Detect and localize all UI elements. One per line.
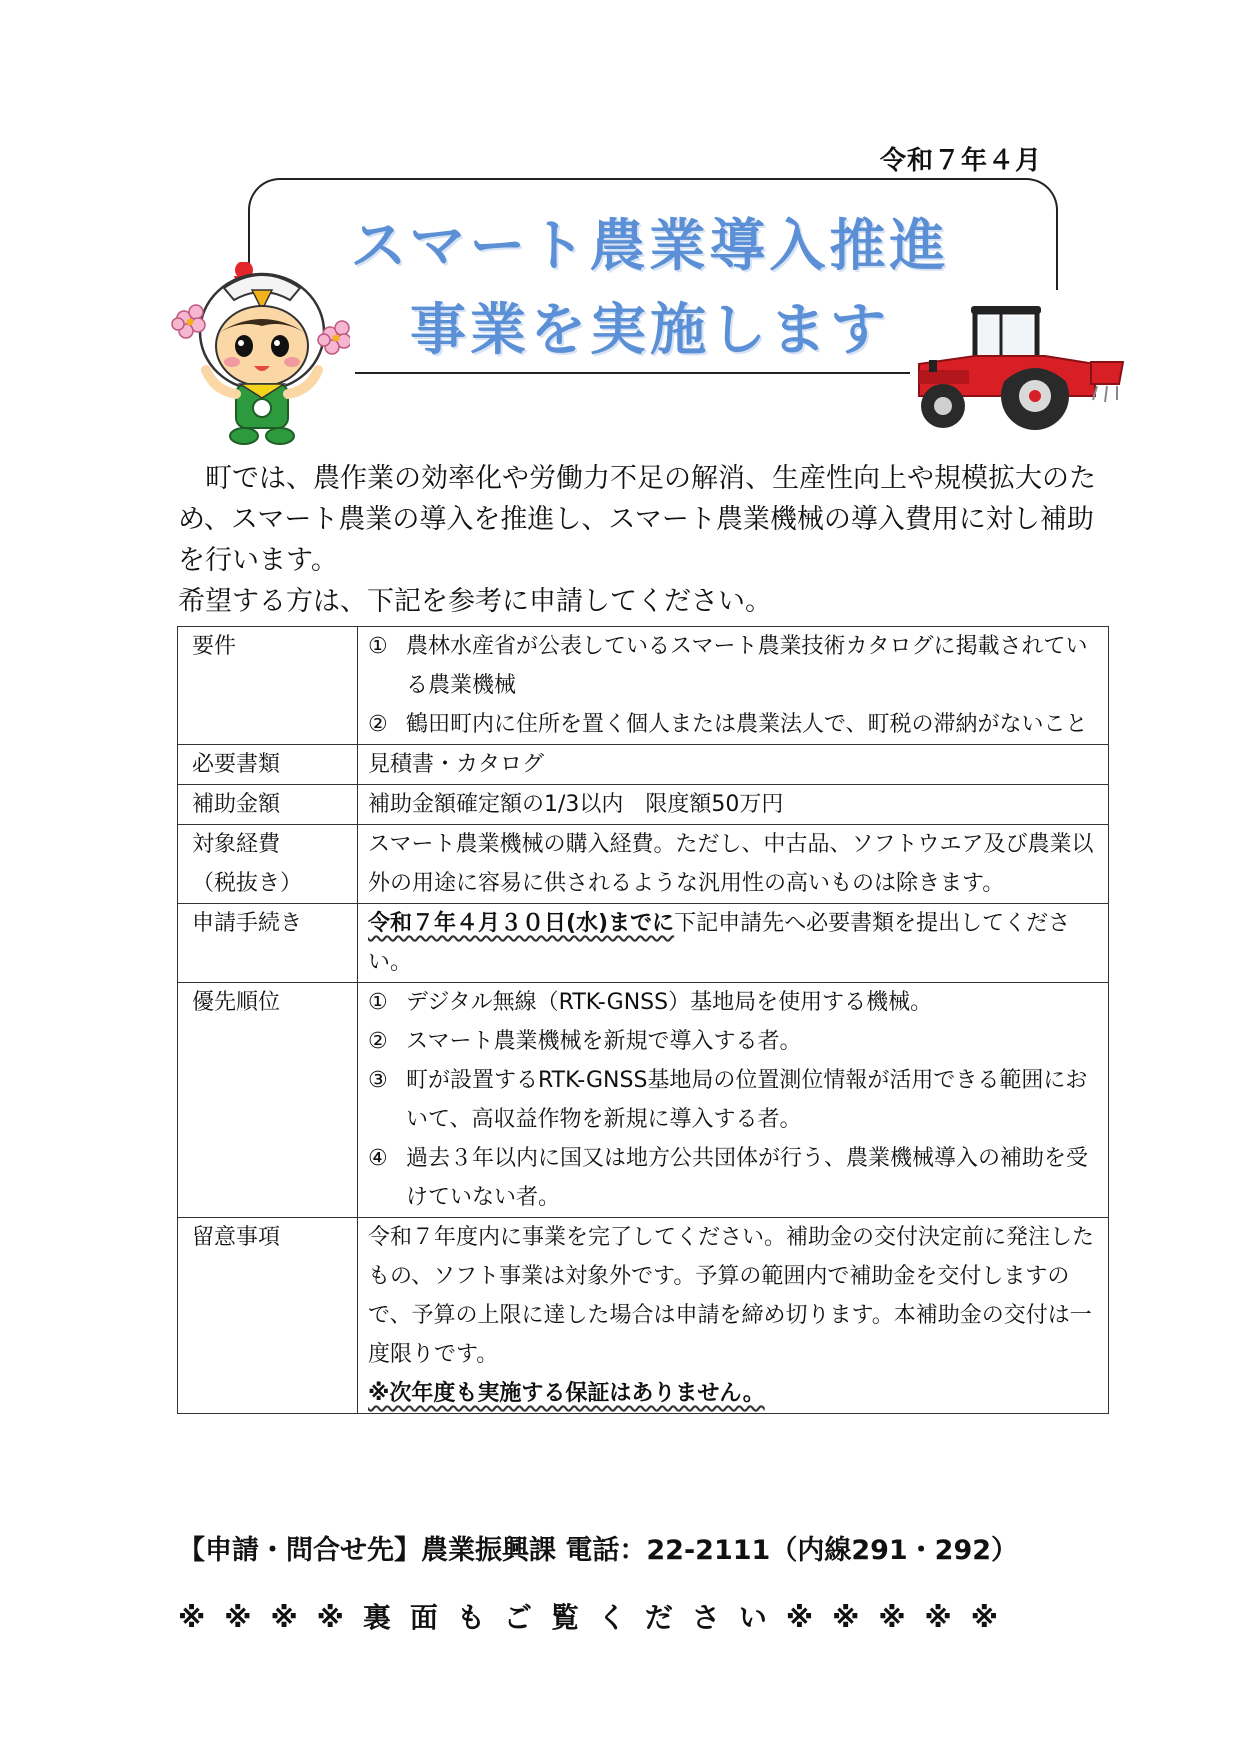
priority-text-1: デジタル無線（RTK-GNSS）基地局を使用する機械。	[406, 990, 933, 1015]
title-line-2: 事業を実施します	[410, 298, 890, 363]
priority-text-2: スマート農業機械を新規で導入する者。	[406, 1029, 802, 1054]
requirement-number-1: ①	[368, 634, 388, 659]
intro-paragraph-2: 希望する方は、下記を参考に申請してください。	[178, 586, 772, 617]
label-notes: 留意事項	[178, 1218, 358, 1414]
priority-item-2	[368, 1022, 1098, 1061]
label-documents: 必要書類	[178, 745, 358, 785]
requirements-table	[177, 626, 1109, 1414]
requirement-number-2: ②	[368, 712, 388, 737]
intro-paragraph-1: 町では、農作業の効率化や労働力不足の解消、生産性向上や規模拡大のため、スマート農業の導入を推進し、スマート農業機械の導入費用に対し補助を行います。	[178, 463, 1096, 576]
title-line-1: スマート農業導入推進	[350, 214, 950, 279]
value-requirements	[358, 627, 1109, 745]
procedure-text: 下記申請先へ必要書類を提出してください。	[368, 911, 1071, 975]
label-expenses-line-2: （税抜き）	[192, 871, 303, 896]
priority-number-1: ①	[368, 990, 388, 1015]
row-amount	[178, 785, 1109, 825]
requirement-text-1: 農林水産省が公表しているスマート農業技術カタログに掲載されている農業機械	[406, 634, 1088, 698]
priority-item-4	[368, 1139, 1098, 1217]
priority-number-2: ②	[368, 1029, 388, 1054]
label-requirements: 要件	[178, 627, 358, 745]
row-documents	[178, 745, 1109, 785]
priority-item-1	[368, 983, 1098, 1022]
priority-number-3: ③	[368, 1068, 388, 1093]
tractor-icon	[905, 300, 1130, 435]
priority-item-3	[368, 1061, 1098, 1139]
value-priority	[358, 983, 1109, 1218]
value-notes	[358, 1218, 1109, 1414]
label-procedure: 申請手続き	[178, 904, 358, 983]
label-amount: 補助金額	[178, 785, 358, 825]
row-expenses	[178, 825, 1109, 904]
row-requirements	[178, 627, 1109, 745]
notes-text: 令和７年度内に事業を完了してください。補助金の交付決定前に発注したもの、ソフト事業は対象外です。予算の範囲内で補助金を交付しますので、予算の上限に達した場合は申請を締め切ります。本補助金の交付は一度限りです。	[368, 1225, 1095, 1367]
issue-date: 令和７年４月	[880, 146, 1043, 176]
requirement-item-1	[368, 627, 1098, 705]
value-procedure	[358, 904, 1109, 983]
label-expenses	[178, 825, 358, 904]
priority-text-3: 町が設置するRTK-GNSS基地局の位置測位情報が活用できる範囲において、高収益作物を新規に導入する者。	[406, 1068, 1088, 1132]
requirement-item-2	[368, 705, 1098, 744]
row-priority	[178, 983, 1109, 1218]
requirement-text-2: 鶴田町内に住所を置く個人または農業法人で、町税の滞納がないこと	[406, 712, 1088, 737]
priority-number-4: ④	[368, 1146, 388, 1171]
label-expenses-line-1: 対象経費	[192, 832, 281, 857]
row-notes	[178, 1218, 1109, 1414]
value-amount: 補助金額確定額の1/3以内 限度額50万円	[358, 785, 1109, 825]
mascot-icon	[170, 262, 350, 447]
value-documents: 見積書・カタログ	[358, 745, 1109, 785]
notes-warning: ※次年度も実施する保証はありません。	[368, 1381, 765, 1406]
see-reverse-note: ※※※※裏面もご覧ください※※※※※	[178, 1601, 1017, 1634]
row-procedure	[178, 904, 1109, 983]
contact-info: 【申請・問合せ先】農業振興課 電話：22-2111（内線291・292）	[178, 1535, 1019, 1566]
priority-text-4: 過去３年以内に国又は地方公共団体が行う、農業機械導入の補助を受けていない者。	[406, 1146, 1089, 1210]
title-underline	[355, 372, 910, 374]
intro-text	[178, 458, 1118, 622]
deadline-text: 令和７年４月３０日(水)までに	[368, 911, 675, 936]
value-expenses: スマート農業機械の購入経費。ただし、中古品、ソフトウエア及び農業以外の用途に容易に供されるような汎用性の高いものは除きます。	[358, 825, 1109, 904]
label-priority: 優先順位	[178, 983, 358, 1218]
